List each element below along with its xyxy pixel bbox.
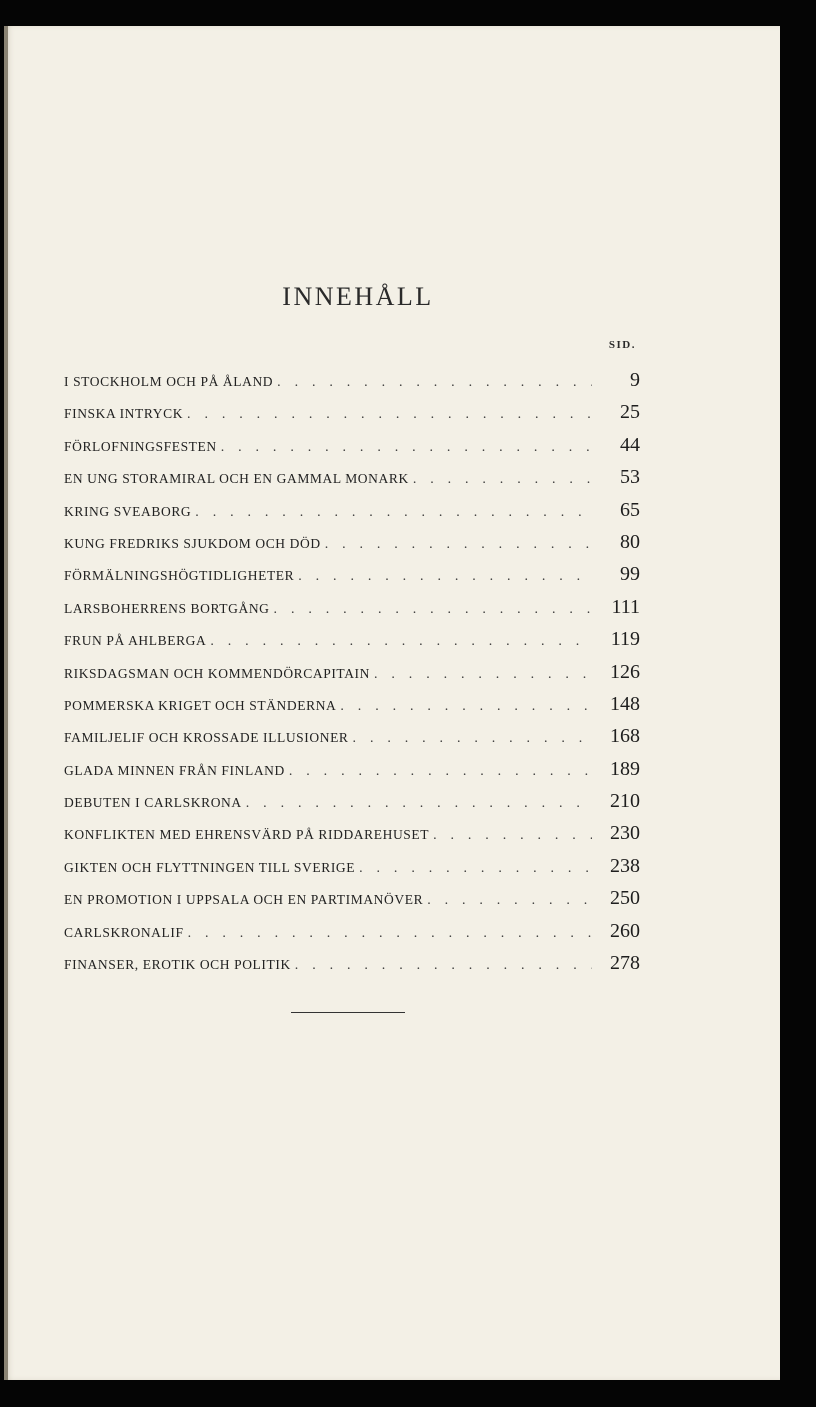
toc-entry-title: EN UNG STORAMIRAL OCH EN GAMMAL MONARK bbox=[64, 471, 409, 487]
toc-entry bbox=[64, 688, 640, 720]
toc-entry-title: KRING SVEABORG bbox=[64, 503, 192, 519]
dot-leader bbox=[340, 691, 592, 723]
dot-leader bbox=[187, 399, 592, 431]
toc-entry bbox=[64, 720, 640, 752]
dot-leader bbox=[353, 723, 592, 755]
toc-entry-title: EN PROMOTION I UPPSALA OCH EN PARTIMANÖVER bbox=[64, 892, 424, 908]
toc-entry bbox=[64, 494, 640, 526]
book-page bbox=[4, 26, 780, 1380]
dot-leader bbox=[374, 659, 592, 691]
toc-entry-title: KONFLIKTEN MED EHRENSVÄRD PÅ RIDDAREHUSET bbox=[64, 827, 430, 843]
closing-rule bbox=[291, 1012, 405, 1013]
toc-entry-title: LARSBOHERRENS BORTGÅNG bbox=[64, 600, 270, 616]
toc-entry bbox=[64, 396, 640, 428]
toc-entry bbox=[64, 817, 640, 849]
table-of-contents bbox=[64, 364, 640, 979]
toc-entry-title: GIKTEN OCH FLYTTNINGEN TILL SVERIGE bbox=[64, 859, 356, 875]
toc-entry-title: RIKSDAGSMAN OCH KOMMENDÖRCAPITAIN bbox=[64, 665, 370, 681]
dot-leader bbox=[221, 432, 592, 464]
toc-entry bbox=[64, 850, 640, 882]
page-title: INNEHÅLL bbox=[282, 282, 434, 311]
toc-entry-page: 80 bbox=[620, 530, 640, 553]
dot-leader bbox=[427, 885, 592, 917]
toc-entry bbox=[64, 429, 640, 461]
toc-entry bbox=[64, 753, 640, 785]
toc-entry bbox=[64, 623, 640, 655]
toc-entry-page: 210 bbox=[610, 790, 640, 813]
toc-entry bbox=[64, 526, 640, 558]
toc-entry-page: 53 bbox=[620, 466, 640, 489]
toc-entry-title: I STOCKHOLM OCH PÅ ÅLAND bbox=[64, 374, 274, 389]
toc-entry-title: KUNG FREDRIKS SJUKDOM OCH DÖD bbox=[64, 535, 321, 551]
dot-leader bbox=[246, 788, 592, 820]
toc-entry-page: 44 bbox=[620, 433, 640, 456]
toc-entry-page: 189 bbox=[610, 757, 640, 780]
toc-entry-page: 99 bbox=[620, 563, 640, 586]
toc-entry bbox=[64, 947, 640, 979]
toc-entry-title: FÖRLOFNINGSFESTEN bbox=[64, 438, 217, 454]
toc-entry-title: POMMERSKA KRIGET OCH STÄNDERNA bbox=[64, 697, 337, 713]
toc-entry-title: FÖRMÄLNINGSHÖGTIDLIGHETER bbox=[64, 568, 295, 584]
page-column-label: SID. bbox=[608, 339, 636, 351]
dot-leader bbox=[298, 561, 592, 593]
dot-leader bbox=[325, 529, 592, 561]
toc-entry-page: 250 bbox=[610, 887, 640, 910]
toc-entry bbox=[64, 364, 640, 396]
dot-leader bbox=[413, 464, 592, 496]
toc-entry-title: FRUN PÅ AHLBERGA bbox=[64, 633, 207, 649]
toc-entry-page: 65 bbox=[620, 498, 640, 521]
toc-entry bbox=[64, 591, 640, 623]
toc-entry-title: FAMILJELIF OCH KROSSADE ILLUSIONER bbox=[64, 730, 349, 746]
dot-leader bbox=[274, 594, 592, 626]
toc-entry bbox=[64, 461, 640, 493]
toc-entry-title: FINSKA INTRYCK bbox=[64, 406, 184, 422]
toc-entry-title: DEBUTEN I CARLSKRONA bbox=[64, 795, 242, 811]
toc-entry-page: 278 bbox=[610, 952, 640, 975]
toc-entry-page: 168 bbox=[610, 725, 640, 748]
toc-entry bbox=[64, 558, 640, 590]
toc-entry-title: GLADA MINNEN FRÅN FINLAND bbox=[64, 762, 285, 778]
dot-leader bbox=[210, 626, 592, 658]
toc-entry-title: FINANSER, EROTIK OCH POLITIK bbox=[64, 957, 291, 973]
dot-leader bbox=[433, 820, 592, 852]
toc-entry bbox=[64, 882, 640, 914]
dot-leader bbox=[295, 950, 592, 982]
toc-entry-title: CARLSKRONALIF bbox=[64, 924, 184, 940]
toc-entry-page: 148 bbox=[610, 692, 640, 715]
toc-entry bbox=[64, 915, 640, 947]
dot-leader bbox=[277, 367, 592, 399]
toc-entry-page: 119 bbox=[610, 628, 640, 651]
toc-entry-page: 9 bbox=[630, 369, 640, 391]
toc-entry-page: 230 bbox=[610, 822, 640, 845]
toc-entry-page: 25 bbox=[620, 401, 640, 424]
toc-entry-page: 111 bbox=[611, 595, 640, 618]
toc-entry-page: 126 bbox=[610, 660, 640, 683]
toc-entry bbox=[64, 656, 640, 688]
dot-leader bbox=[195, 497, 592, 529]
dot-leader bbox=[188, 918, 592, 950]
dot-leader bbox=[289, 756, 592, 788]
dot-leader bbox=[359, 853, 592, 885]
toc-entry bbox=[64, 785, 640, 817]
toc-entry-page: 238 bbox=[610, 854, 640, 877]
toc-entry-page: 260 bbox=[610, 919, 640, 942]
